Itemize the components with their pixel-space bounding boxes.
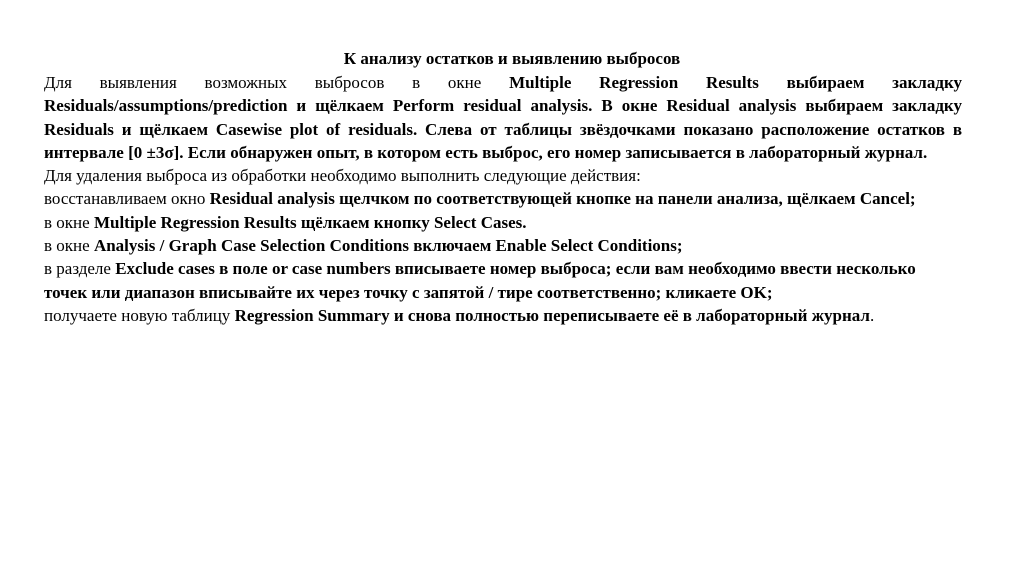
step-period: . [869,305,875,325]
step-text: получаете новую таблицу [44,305,235,325]
slide-body [44,71,962,327]
step-text: в окне [44,236,94,256]
paragraph-residual-analysis [44,71,962,164]
step-enable-conditions [44,234,962,257]
step-exclude-cases [44,257,962,304]
step-bold-text: Regression Summary и снова полностью переписываете её в лабораторный журнал [234,305,870,325]
paragraph-bold-text: Multiple Regression Results выбираем закладку Residuals/assumptions/prediction и щёлкаем Perform residual analysis. В окне Residual analysis выбираем закладку Residuals и щёлкаем Casewise plot of residuals. Слева от таблицы звёздочками показано расположение остатков в интервале [0 ±3σ]. Если обнаружен опыт, в котором есть выброс, его номер записывается в лабораторный журнал. [44,73,962,162]
step-bold-text: Analysis / Graph Case Selection Conditions включаем Enable Select Conditions; [93,236,683,256]
step-text: в окне [44,212,94,232]
paragraph-removal-intro: Для удаления выброса из обработки необходимо выполнить следующие действия: [44,166,641,186]
step-text: в разделе [44,259,116,279]
step-restore-window [44,187,962,210]
step-bold-text: Residual analysis щелчком по соответствующей кнопке на панели анализа, щёлкаем Cancel; [209,189,916,209]
step-bold-text: Exclude cases в поле or case numbers вписываете номер выброса; если вам необходимо ввести несколько точек или диапазон вписывайте их через точку с запятой / тире соответственно; кликаете OK; [44,259,916,302]
step-bold-text: Multiple Regression Results щёлкаем кнопку Select Cases. [93,212,527,232]
step-regression-summary [44,304,962,327]
slide-title: К анализу остатков и выявлению выбросов [343,49,681,68]
paragraph-text: Для выявления возможных выбросов в окне [44,73,510,92]
step-text: восстанавливаем окно [44,189,210,209]
step-select-cases [44,211,962,234]
